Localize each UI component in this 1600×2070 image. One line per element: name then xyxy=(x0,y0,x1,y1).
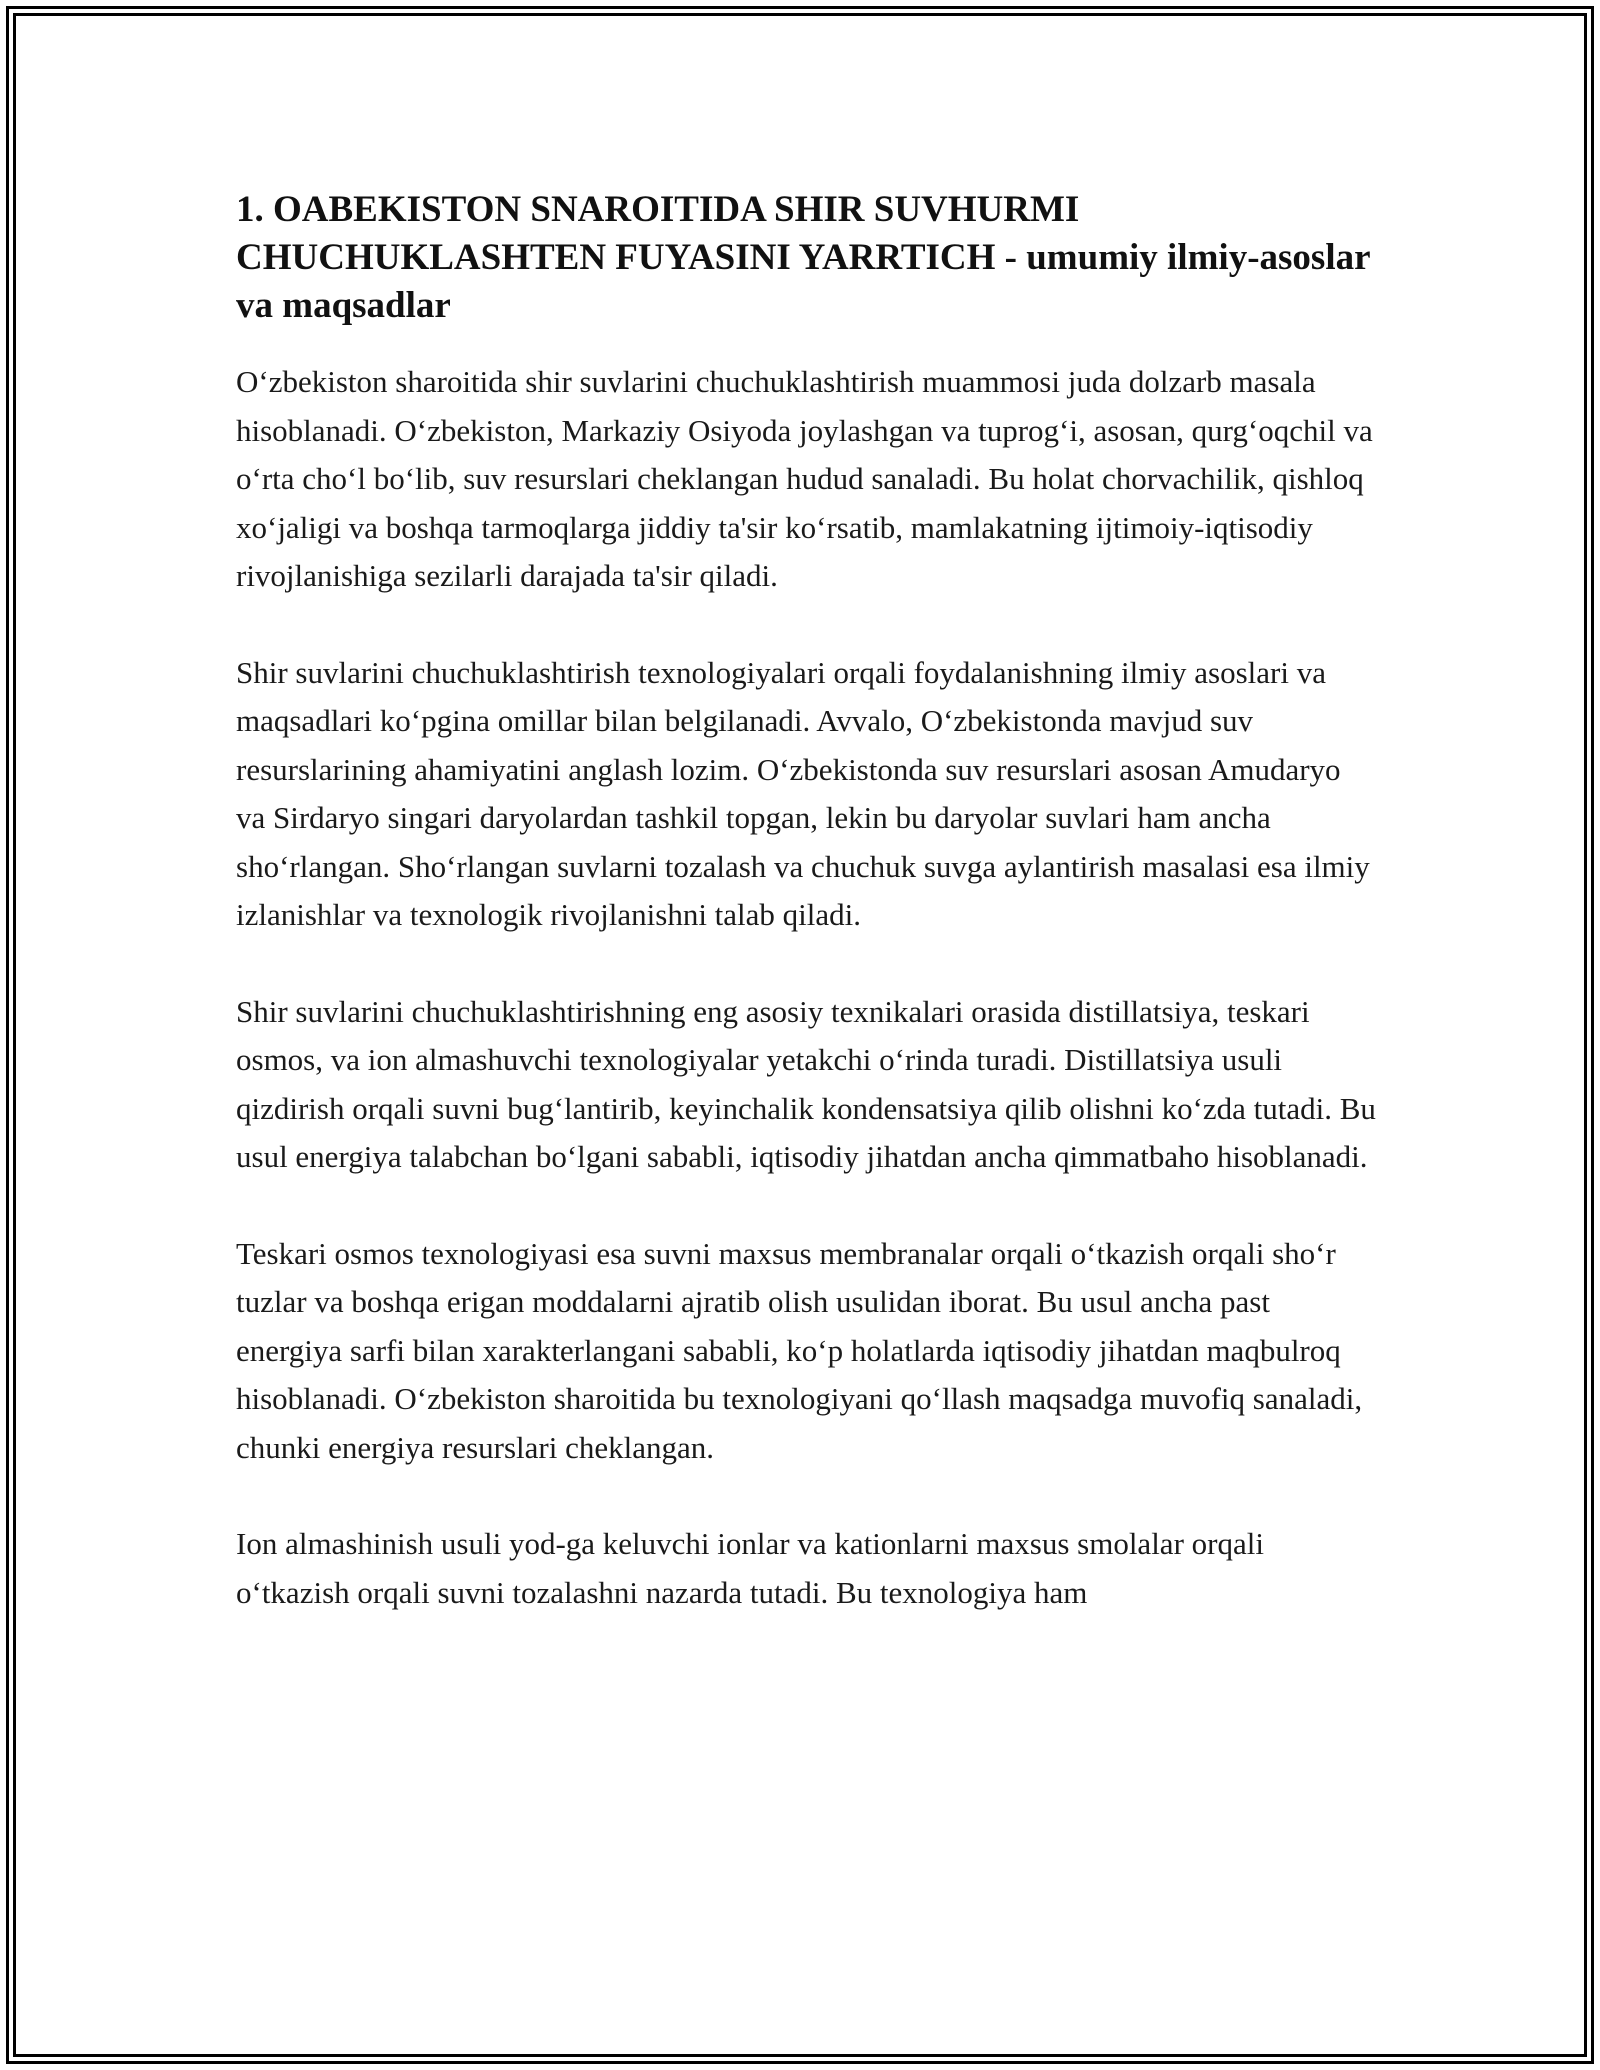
paragraph-2: Shir suvlarini chuchuklashtirish texnologiyalari orqali foydalanishning ilmiy asoslari va maqsadlari ko‘pgina omillar bilan belgilanadi. Avvalo, O‘zbekistonda mavjud suv resurslarining ahamiyatini anglash lozim. O‘zbekistonda suv resurslari asosan Amudaryo va Sirdaryo singari daryolardan tashkil topgan, lekin bu daryolar suvlari ham ancha sho‘rlangan. Sho‘rlangan suvlarni tozalash va chuchuk suvga aylantirish masalasi esa ilmiy izlanishlar va texnologik rivojlanishni talab qiladi. xyxy=(236,654,1370,932)
section-heading: 1. OABEKISTON SNAROITIDA SHIR SUVHURMI CHUCHUKLASHTEN FUYASINI YARRTICH - umumiy ilmiy-asoslar va maqsadlar xyxy=(236,189,1370,326)
paragraph-5: Ion almashinish usuli yod-ga keluvchi ionlar va kationlarni maxsus smolalar orqali o‘tkazish orqali suvni tozalashni nazarda tutadi. Bu texnologiya ham xyxy=(236,1526,1264,1610)
paragraph-3: Shir suvlarini chuchuklashtirishning eng asosiy texnikalari orasida distillatsiya, teskari osmos, va ion almashuvchi texnologiyalar yetakchi o‘rinda turadi. Distillatsiya usuli qizdirish orqali suvni bug‘lantirib, keyinchalik kondensatsiya qilib olishni ko‘zda tutadi. Bu usul energiya talabchan bo‘lgani sababli, iqtisodiy jihatdan ancha qimmatbaho hisoblanadi. xyxy=(236,993,1376,1174)
paragraph-4: Teskari osmos texnologiyasi esa suvni maxsus membranalar orqali o‘tkazish orqali sho‘r tuzlar va boshqa erigan moddalarni ajratib olish usulidan iborat. Bu usul ancha past energiya sarfi bilan xarakterlangani sababli, ko‘p holatlarda iqtisodiy jihatdan maqbulroq hisoblanadi. O‘zbekiston sharoitida bu texnologiyani qo‘llash maqsadga muvofiq sanaladi, chunki energiya resurslari cheklangan. xyxy=(236,1235,1363,1465)
document-body xyxy=(236,186,1376,1665)
paragraph-1: O‘zbekiston sharoitida shir suvlarini chuchuklashtirish muammosi juda dolzarb masala hisoblanadi. O‘zbekiston, Markaziy Osiyoda joylashgan va tuprog‘i, asosan, qurg‘oqchil va o‘rta cho‘l bo‘lib, suv resurslari cheklangan hudud sanaladi. Bu holat chorvachilik, qishloq xo‘jaligi va boshqa tarmoqlarga jiddiy ta'sir ko‘rsatib, mamlakatning ijtimoiy-iqtisodiy rivojlanishiga sezilarli darajada ta'sir qiladi. xyxy=(236,364,1373,593)
